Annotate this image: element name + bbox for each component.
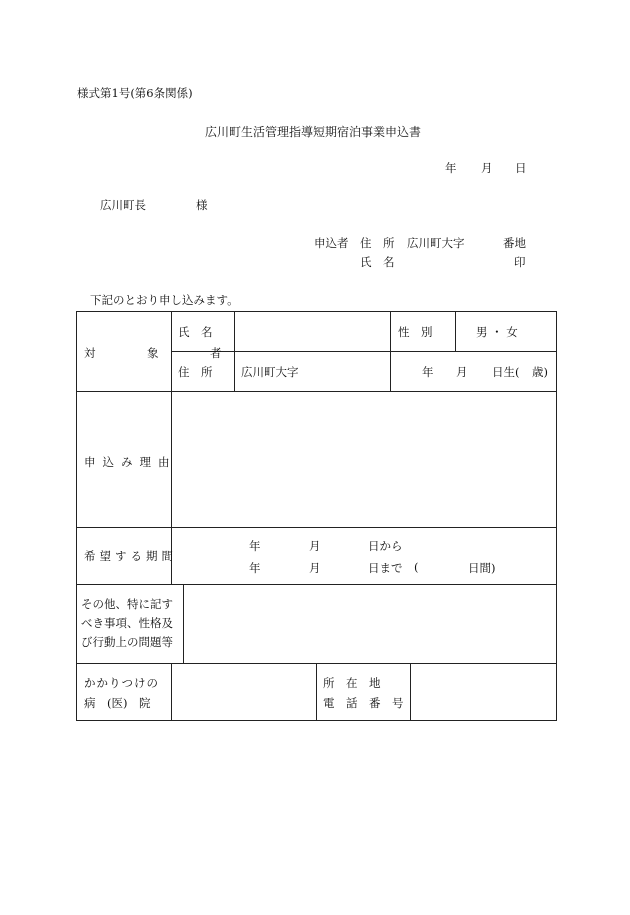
subject-label: 対 象 者	[84, 346, 242, 360]
form-title: 広川町生活管理指導短期宿泊事業申込書	[205, 125, 422, 139]
period-paren-open: (	[414, 560, 419, 574]
addressee-honorific: 様	[196, 198, 208, 212]
reason-field[interactable]	[173, 393, 555, 526]
applicant-seal: 印	[514, 255, 526, 269]
age: 歳)	[532, 365, 548, 379]
birth-month: 月	[456, 365, 468, 379]
form-number: 様式第1号(第6条関係)	[77, 86, 193, 100]
doctor-label-line2: 病 (医) 院	[84, 696, 151, 710]
subject-name-field[interactable]	[236, 313, 388, 350]
addressee-name: 広川町長	[100, 198, 146, 212]
reason-label: 申込み理由	[84, 455, 177, 469]
other-field[interactable]	[185, 586, 555, 662]
period-label: 希望する期間	[84, 549, 177, 563]
subject-address-label: 住 所	[178, 365, 213, 379]
applicant-address-label: 住 所	[360, 236, 395, 250]
period-to-day: 日まで	[368, 561, 403, 575]
period-to-year: 年	[249, 561, 261, 575]
period-from-day: 日から	[368, 539, 403, 553]
date-day: 日	[515, 161, 527, 175]
location-phone-field[interactable]	[412, 665, 555, 719]
subject-address-value[interactable]: 広川町大字	[241, 365, 299, 379]
period-from-month: 月	[309, 539, 321, 553]
birth-day: 日生(	[492, 365, 520, 379]
applicant-address-suffix: 番地	[503, 236, 526, 250]
doctor-field[interactable]	[173, 665, 315, 719]
subject-sex-label: 性 別	[398, 325, 433, 339]
other-label: その他、特に記すべき事項、性格及び行動上の問題等	[81, 597, 173, 649]
applicant-label: 申込者	[314, 236, 349, 250]
date-month: 月	[481, 161, 493, 175]
date-year: 年	[445, 161, 457, 175]
doctor-label-line1: かかりつけの	[84, 676, 159, 690]
intro-text: 下記のとおり申し込みます。	[90, 293, 239, 307]
period-from-year: 年	[249, 539, 261, 553]
subject-name-label: 氏 名	[178, 325, 213, 339]
birth-year: 年	[422, 365, 434, 379]
applicant-name-label: 氏 名	[360, 255, 395, 269]
subject-sex-options[interactable]: 男 ・ 女	[476, 325, 518, 339]
applicant-address-value: 広川町大字	[407, 236, 465, 250]
location-label: 所 在 地	[323, 676, 381, 690]
period-days: 日間)	[468, 561, 496, 575]
phone-label: 電 話 番 号	[323, 696, 404, 710]
period-to-month: 月	[309, 561, 321, 575]
